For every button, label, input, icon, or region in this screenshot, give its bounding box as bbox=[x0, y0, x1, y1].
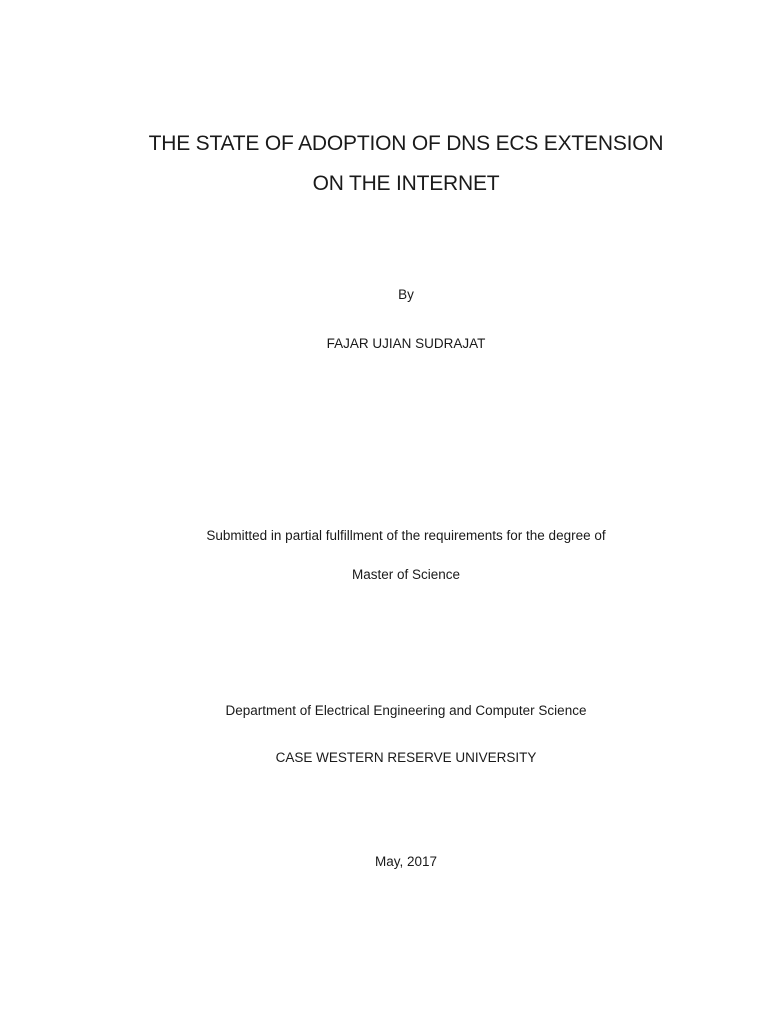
by-label: By bbox=[398, 287, 414, 302]
degree-name: Master of Science bbox=[351, 567, 461, 582]
thesis-title-line-2: ON THE INTERNET bbox=[312, 172, 500, 195]
university-name: CASE WESTERN RESERVE UNIVERSITY bbox=[275, 750, 537, 765]
submission-statement: Submitted in partial fulfillment of the requirements for the degree of bbox=[206, 528, 606, 543]
submission-date: May, 2017 bbox=[374, 854, 438, 869]
author-name: FAJAR UJIAN SUDRAJAT bbox=[326, 336, 486, 351]
thesis-title-line-1: THE STATE OF ADOPTION OF DNS ECS EXTENSION bbox=[148, 132, 664, 155]
department-name: Department of Electrical Engineering and Computer Science bbox=[225, 703, 587, 718]
